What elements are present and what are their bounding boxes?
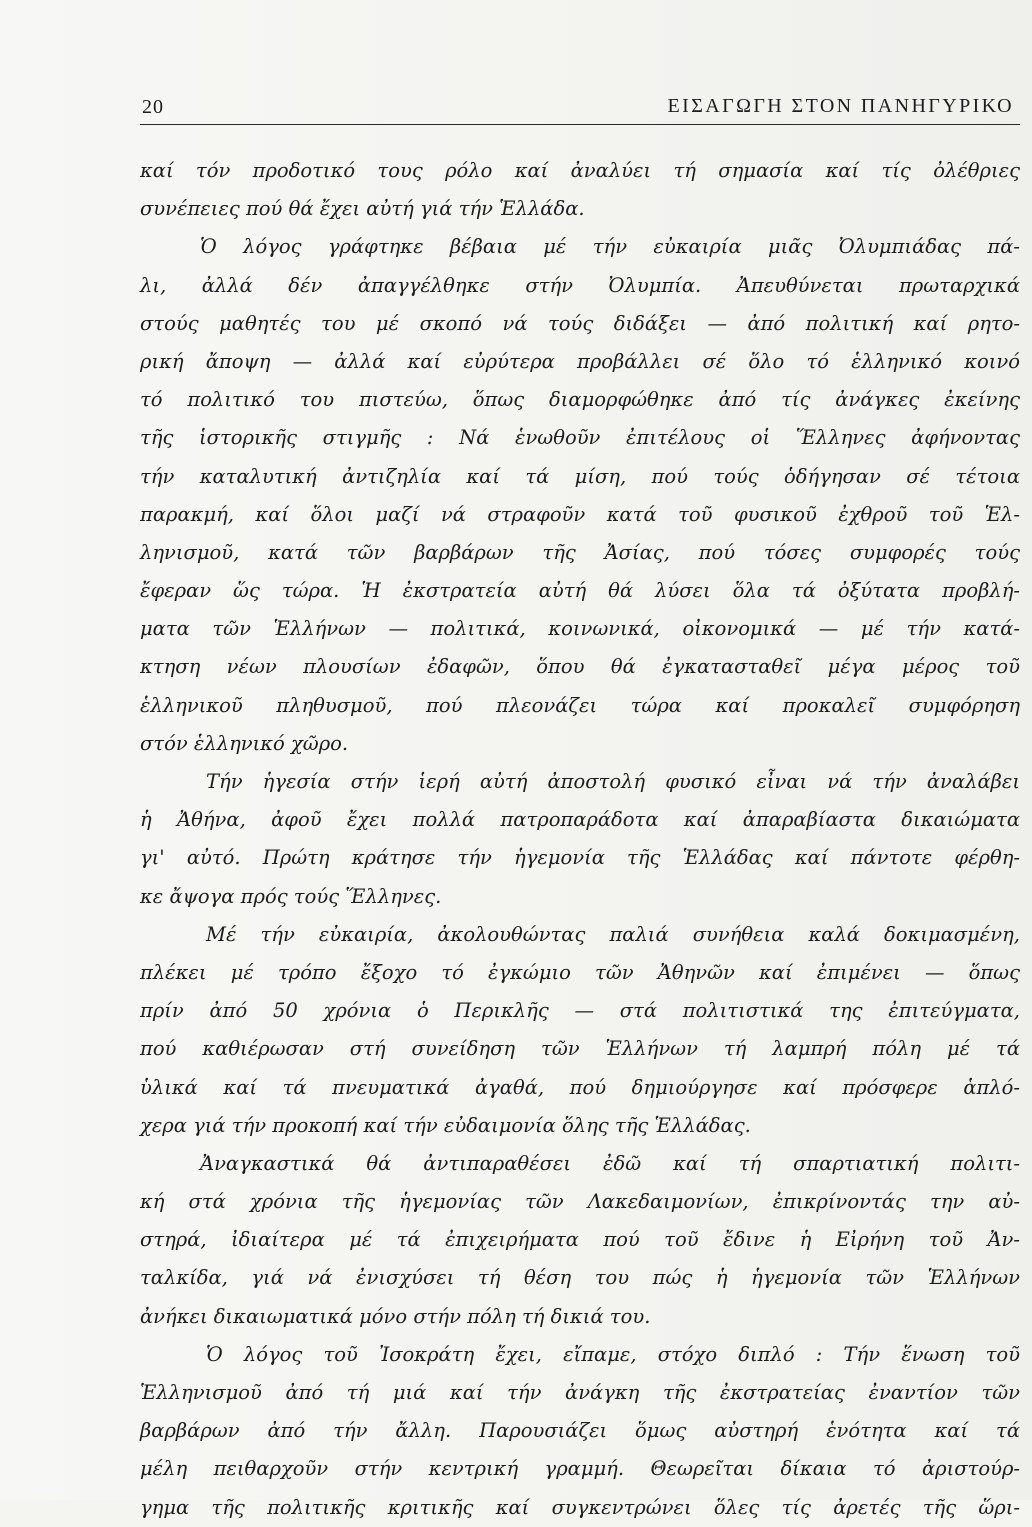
text-line: ἡ Ἀθήνα, ἀφοῦ ἔχει πολλά πατροπαράδοτα καί ἀπαραβίαστα δικαιώματα bbox=[140, 808, 1020, 832]
text-line: ἔφεραν ὥς τώρα. Ἡ ἐκστρατεία αὐτή θά λύσει ὅλα τά ὀξύτατα προβλή- bbox=[140, 579, 1020, 603]
text-line: στούς μαθητές του μέ σκοπό νά τούς διδάξει — ἀπό πολιτική καί ρητο- bbox=[140, 311, 1020, 335]
text-line: ρική ἄποψη — ἀλλά καί εὐρύτερα προβάλλει σέ ὅλο τό ἑλληνικό κοινό bbox=[140, 349, 1020, 373]
page-header bbox=[140, 94, 1020, 125]
text-line: πλέκει μέ τρόπο ἔξοχο τό ἐγκώμιο τῶν Ἀθηνῶν καί ἐπιμένει — ὅπως bbox=[140, 960, 1020, 984]
text-line: συνέπειες πού θά ἔχει αὐτή γιά τήν Ἑλλάδα. bbox=[140, 197, 585, 221]
text-line: στόν ἑλληνικό χῶρο. bbox=[140, 731, 349, 755]
text-line: κε ἄψογα πρός τούς Ἕλληνες. bbox=[140, 884, 442, 908]
text-line: παρακμή, καί ὅλοι μαζί νά στραφοῦν κατά τοῦ φυσικοῦ ἐχθροῦ τοῦ Ἑλ- bbox=[140, 502, 1020, 526]
text-line: τό πολιτικό του πιστεύω, ὅπως διαμορφώθηκε ἀπό τίς ἀνάγκες ἐκείνης bbox=[140, 388, 1020, 412]
text-line: ἀνήκει δικαιωματικά μόνο στήν πόλη τή δικιά του. bbox=[140, 1304, 651, 1328]
text-line: ὑλικά καί τά πνευματικά ἀγαθά, πού δημιούργησε καί πρόσφερε ἁπλό- bbox=[140, 1075, 1020, 1099]
page-number: 20 bbox=[142, 96, 164, 118]
text-line: Ὁ λόγος γράφτηκε βέβαια μέ τήν εὐκαιρία μιᾶς Ὀλυμπιάδας πά- bbox=[200, 235, 1020, 259]
running-head: ΕΙΣΑΓΩΓΗ ΣΤΟΝ ΠΑΝΗΓΥΡΙΚΟ bbox=[667, 95, 1014, 117]
text-line: κτηση νέων πλουσίων ἐδαφῶν, ὅπου θά ἐγκατασταθεῖ μέγα μέρος τοῦ bbox=[140, 655, 1020, 679]
text-line: Μέ τήν εὐκαιρία, ἀκολουθώντας παλιά συνήθεια καλά δοκιμασμένη, bbox=[206, 922, 1020, 946]
text-line: Ἀναγκαστικά θά ἀντιπαραθέσει ἐδῶ καί τή σπαρτιατική πολιτι- bbox=[200, 1151, 1020, 1175]
text-line: πρίν ἀπό 50 χρόνια ὁ Περικλῆς — στά πολιτιστικά της ἐπιτεύγματα, bbox=[140, 999, 1020, 1023]
text-line: κή στά χρόνια τῆς ἡγεμονίας τῶν Λακεδαιμονίων, ἐπικρίνοντάς την αὐ- bbox=[140, 1190, 1020, 1214]
text-line: βαρβάρων ἀπό τήν ἄλλη. Παρουσιάζει ὅμως αὐστηρή ἑνότητα καί τά bbox=[140, 1419, 1020, 1443]
text-line: τήν καταλυτική ἀντιζηλία καί τά μίση, πού τούς ὁδήγησαν σέ τέτοια bbox=[140, 464, 1020, 488]
text-line: Ἑλληνισμοῦ ἀπό τή μιά καί τήν ἀνάγκη τῆς ἐκστρατείας ἐναντίον τῶν bbox=[140, 1381, 1020, 1404]
text-line: καί τόν προδοτικό τους ρόλο καί ἀναλύει τή σημασία καί τίς ὀλέθριες bbox=[140, 159, 1020, 182]
text-line: λι, ἀλλά δέν ἀπαγγέλθηκε στήν Ὀλυμπία. Ἀπευθύνεται πρωταρχικά bbox=[140, 273, 1020, 297]
text-line: τῆς ἱστορικῆς στιγμῆς : Νά ἑνωθοῦν ἐπιτέλους οἱ Ἕλληνες ἀφήνοντας bbox=[140, 426, 1020, 450]
text-line: ταλκίδα, γιά νά ἐνισχύσει τή θέση του πώς ἡ ἡγεμονία τῶν Ἑλλήνων bbox=[140, 1266, 1020, 1290]
text-line: γημα τῆς πολιτικῆς κριτικῆς καί συγκεντρώνει ὅλες τίς ἀρετές τῆς ὥρι- bbox=[140, 1495, 1020, 1519]
text-line: πού καθιέρωσαν στή συνείδηση τῶν Ἑλλήνων τή λαμπρή πόλη μέ τά bbox=[140, 1037, 1020, 1061]
body-text bbox=[140, 152, 1020, 1527]
text-line: Τήν ἡγεσία στήν ἱερή αὐτή ἀποστολή φυσικό εἶναι νά τήν ἀναλάβει bbox=[206, 770, 1020, 793]
text-line: γι' αὐτό. Πρώτη κράτησε τήν ἡγεμονία τῆς Ἑλλάδας καί πάντοτε φέρθη- bbox=[140, 846, 1020, 870]
text-line: χερα γιά τήν προκοπή καί τήν εὐδαιμονία ὅλης τῆς Ἑλλάδας. bbox=[140, 1113, 751, 1137]
text-line: ματα τῶν Ἑλλήνων — πολιτικά, κοινωνικά, οἰκονομικά — μέ τήν κατά- bbox=[140, 617, 1020, 641]
text-line: Ὁ λόγος τοῦ Ἰσοκράτη ἔχει, εἴπαμε, στόχο διπλό : Τήν ἕνωση τοῦ bbox=[206, 1342, 1020, 1366]
text-line: ληνισμοῦ, κατά τῶν βαρβάρων τῆς Ἀσίας, πού τόσες συμφορές τούς bbox=[140, 540, 1020, 564]
text-line: στηρά, ἰδιαίτερα μέ τά ἐπιχειρήματα πού τοῦ ἔδινε ἡ Εἰρήνη τοῦ Ἀν- bbox=[140, 1228, 1020, 1252]
text-line: μέλη πειθαρχοῦν στήν κεντρική γραμμή. Θεωρεῖται δίκαια τό ἀριστούρ- bbox=[140, 1457, 1020, 1481]
text-line: ἑλληνικοῦ πληθυσμοῦ, πού πλεονάζει τώρα καί προκαλεῖ συμφόρηση bbox=[140, 693, 1020, 717]
